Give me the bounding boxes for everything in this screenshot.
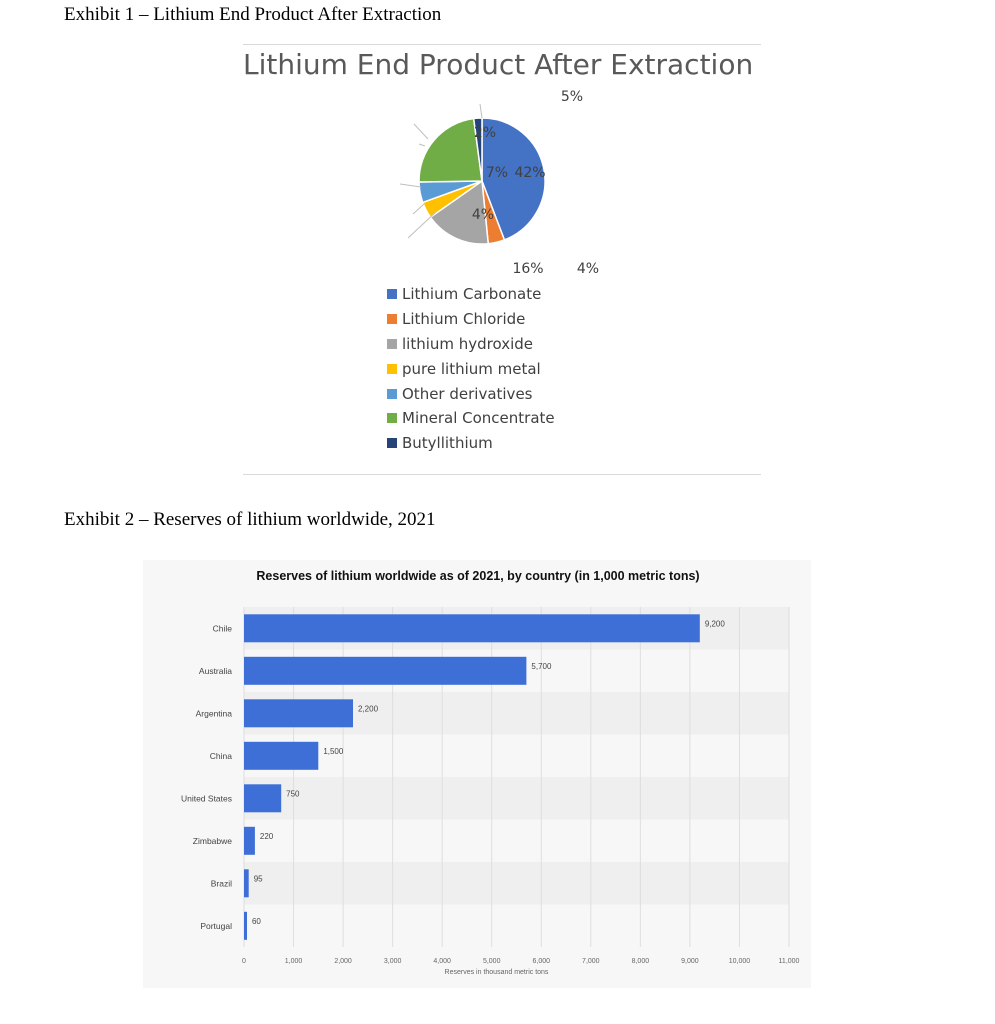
legend-item xyxy=(387,406,555,431)
legend-label: Lithium Chloride xyxy=(402,310,526,329)
bar-value-label: 1,500 xyxy=(323,746,344,756)
x-tick-label: 2,000 xyxy=(334,958,352,965)
legend-item xyxy=(387,431,555,456)
x-axis-label: Reserves in thousand metric tons xyxy=(444,969,549,976)
legend-label: pure lithium metal xyxy=(402,359,541,378)
bar-value-label: 2,200 xyxy=(358,704,379,714)
y-category-label: Chile xyxy=(212,623,232,634)
x-tick-label: 11,000 xyxy=(778,958,800,965)
pie-data-label: 16% xyxy=(512,261,544,277)
bar-china xyxy=(244,742,318,770)
pie-leader-line xyxy=(414,124,428,139)
pie-data-label: 42% xyxy=(514,165,546,181)
legend-swatch xyxy=(387,438,397,448)
legend-swatch xyxy=(387,339,397,349)
y-category-label: Portugal xyxy=(200,920,232,931)
divider-top xyxy=(243,44,761,45)
pie-slice-mineral-concentrate xyxy=(419,119,482,182)
bar-zimbabwe xyxy=(244,827,255,855)
y-category-label: United States xyxy=(180,793,232,804)
legend-swatch xyxy=(387,364,397,374)
pie-chart-title: Lithium End Product After Extraction xyxy=(243,48,754,81)
pie-legend xyxy=(387,282,555,456)
divider-bottom xyxy=(243,474,761,475)
legend-label: Other derivatives xyxy=(402,384,533,403)
bar-value-label: 60 xyxy=(251,916,261,926)
bar-chart xyxy=(143,560,811,988)
legend-item xyxy=(387,381,555,406)
legend-item xyxy=(387,307,555,332)
legend-swatch xyxy=(387,389,397,399)
y-category-label: Australia xyxy=(198,665,232,676)
x-tick-label: 6,000 xyxy=(532,958,551,965)
bar-value-label: 220 xyxy=(259,831,274,841)
y-category-label: Brazil xyxy=(210,878,232,889)
x-tick-label: 10,000 xyxy=(728,958,751,965)
legend-item xyxy=(387,356,555,381)
row-band xyxy=(244,905,789,948)
legend-label: Lithium Carbonate xyxy=(402,285,542,304)
exhibit-2-caption: Exhibit 2 – Reserves of lithium worldwide, 2021 xyxy=(64,509,436,530)
bar-value-label: 750 xyxy=(286,789,300,799)
bar-brazil xyxy=(244,869,249,897)
bar-argentina xyxy=(244,699,353,727)
pie-data-label: 7% xyxy=(485,165,509,181)
bar-value-label: 5,700 xyxy=(531,661,552,671)
x-tick-label: 5,000 xyxy=(482,958,501,965)
bar-value-label: 9,200 xyxy=(704,619,725,629)
x-tick-label: 3,000 xyxy=(383,958,402,965)
x-tick-label: 9,000 xyxy=(681,958,699,965)
pie-data-label: 4% xyxy=(471,207,495,223)
bar-chile xyxy=(244,614,700,642)
x-tick-label: 0 xyxy=(242,958,246,965)
bar-australia xyxy=(244,657,526,685)
bar-chart-panel xyxy=(143,560,811,988)
pie-leader-line xyxy=(400,184,421,187)
bar-value-label: 95 xyxy=(253,874,263,884)
x-tick-label: 4,000 xyxy=(433,958,451,965)
pie-leader-line xyxy=(408,211,437,238)
y-category-label: Zimbabwe xyxy=(192,835,232,846)
legend-label: Mineral Concentrate xyxy=(402,409,555,428)
legend-item xyxy=(387,282,555,307)
pie-leader-line xyxy=(413,204,424,214)
legend-swatch xyxy=(387,314,397,324)
row-band xyxy=(244,820,789,863)
pie-leader-line xyxy=(480,104,482,118)
x-tick-label: 1,000 xyxy=(284,958,303,965)
bar-chart-title: Reserves of lithium worldwide as of 2021, by country (in 1,000 metric tons) xyxy=(256,569,700,583)
y-category-label: Argentina xyxy=(195,708,232,719)
row-band xyxy=(244,735,789,778)
pie-data-label: 4% xyxy=(576,261,600,277)
pie-leader-line xyxy=(419,144,425,146)
legend-swatch xyxy=(387,289,397,299)
legend-swatch xyxy=(387,413,397,423)
exhibit-1-caption: Exhibit 1 – Lithium End Product After Extraction xyxy=(64,4,442,25)
pie-chart xyxy=(380,84,680,284)
row-band xyxy=(244,777,789,820)
pie-data-label: 5% xyxy=(560,89,584,105)
row-band xyxy=(244,862,789,905)
pie-data-label: 2% xyxy=(473,125,497,141)
x-tick-label: 8,000 xyxy=(631,958,650,965)
legend-item xyxy=(387,332,555,357)
x-tick-label: 7,000 xyxy=(582,958,600,965)
legend-label: lithium hydroxide xyxy=(402,334,534,353)
legend-label: Butyllithium xyxy=(402,434,493,453)
bar-united-states xyxy=(244,784,281,812)
bar-portugal xyxy=(244,912,247,940)
y-category-label: China xyxy=(209,750,232,761)
